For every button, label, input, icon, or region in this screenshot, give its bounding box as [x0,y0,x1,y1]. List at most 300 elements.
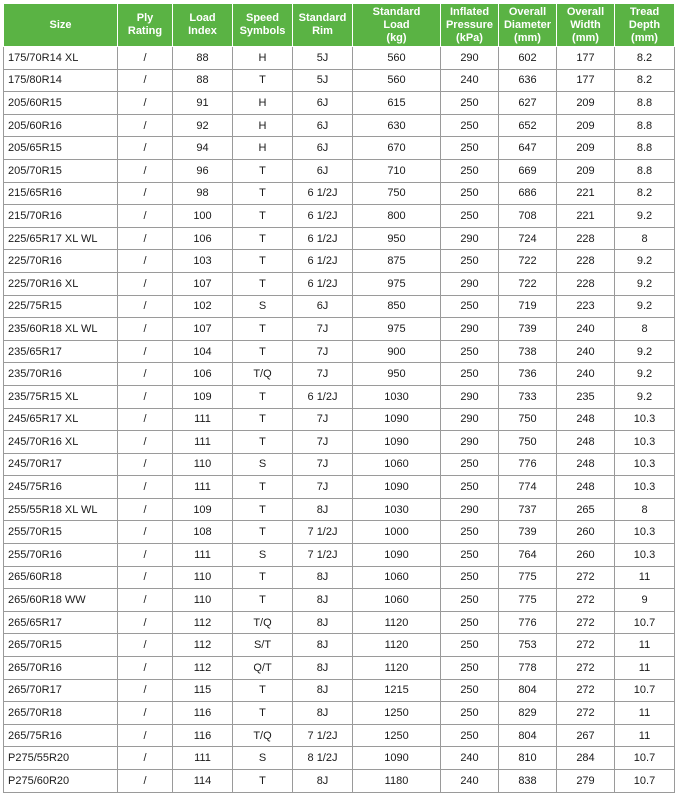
cell-standard-load: 950 [353,227,441,250]
cell-speed-symbols: T/Q [233,363,293,386]
table-row [4,702,675,725]
cell-standard-rim: 7J [293,453,353,476]
cell-overall-diameter: 686 [499,182,557,205]
cell-standard-load: 1120 [353,611,441,634]
cell-load-index: 116 [173,724,233,747]
cell-standard-rim: 6 1/2J [293,205,353,228]
cell-load-index: 103 [173,250,233,273]
cell-inflated-pressure: 250 [441,453,499,476]
cell-standard-load: 1120 [353,657,441,680]
cell-overall-width: 240 [557,363,615,386]
cell-size: 225/65R17 XL WL [4,227,118,250]
header-overall-width-line: Overall [566,5,605,18]
cell-standard-load: 560 [353,47,441,70]
header-standard-rim-line: Rim [312,25,333,37]
cell-size: 265/70R17 [4,679,118,702]
cell-ply-rating: / [118,702,173,725]
cell-overall-diameter: 737 [499,498,557,521]
cell-load-index: 91 [173,92,233,115]
cell-standard-rim: 7J [293,318,353,341]
cell-standard-load: 670 [353,137,441,160]
cell-tread-depth: 8.8 [615,92,675,115]
table-row [4,566,675,589]
table-row [4,250,675,273]
cell-load-index: 116 [173,702,233,725]
cell-ply-rating: / [118,340,173,363]
cell-standard-rim: 8J [293,657,353,680]
cell-standard-load: 1060 [353,566,441,589]
cell-inflated-pressure: 250 [441,566,499,589]
cell-overall-diameter: 722 [499,272,557,295]
cell-standard-rim: 8J [293,566,353,589]
header-inflated-pressure-line: (kPa) [456,31,483,44]
header-tread-depth-line: (mm) [631,31,658,44]
cell-standard-load: 1030 [353,498,441,521]
table-row [4,770,675,793]
header-speed-symbols-line: Speed [245,12,279,24]
table-row [4,340,675,363]
cell-overall-diameter: 750 [499,408,557,431]
cell-overall-diameter: 750 [499,431,557,454]
table-row [4,634,675,657]
cell-overall-width: 272 [557,589,615,612]
header-standard-load-line: Standard [372,5,421,18]
header-load-index [173,4,233,47]
cell-overall-width: 228 [557,250,615,273]
cell-tread-depth: 10.3 [615,453,675,476]
cell-load-index: 100 [173,205,233,228]
cell-ply-rating: / [118,498,173,521]
cell-inflated-pressure: 250 [441,634,499,657]
cell-tread-depth: 8.2 [615,47,675,70]
table-row [4,69,675,92]
cell-ply-rating: / [118,272,173,295]
header-standard-load-line: Load [383,18,410,31]
cell-load-index: 108 [173,521,233,544]
cell-speed-symbols: T [233,250,293,273]
header-ply-rating-line: Rating [127,25,163,37]
cell-tread-depth: 9.2 [615,295,675,318]
cell-overall-diameter: 627 [499,92,557,115]
cell-ply-rating: / [118,408,173,431]
cell-standard-rim: 7J [293,476,353,499]
cell-speed-symbols: S [233,544,293,567]
cell-overall-diameter: 775 [499,566,557,589]
cell-standard-load: 1030 [353,385,441,408]
cell-ply-rating: / [118,611,173,634]
cell-inflated-pressure: 290 [441,227,499,250]
cell-standard-rim: 7 1/2J [293,544,353,567]
cell-inflated-pressure: 250 [441,476,499,499]
cell-size: 235/70R16 [4,363,118,386]
cell-overall-width: 248 [557,476,615,499]
cell-inflated-pressure: 250 [441,250,499,273]
header-ply-rating [118,4,173,47]
cell-inflated-pressure: 240 [441,69,499,92]
cell-size: P275/60R20 [4,770,118,793]
cell-inflated-pressure: 250 [441,521,499,544]
cell-standard-load: 950 [353,363,441,386]
cell-standard-load: 800 [353,205,441,228]
cell-load-index: 92 [173,114,233,137]
cell-size: 205/60R15 [4,92,118,115]
cell-standard-load: 615 [353,92,441,115]
cell-tread-depth: 8 [615,318,675,341]
cell-overall-diameter: 724 [499,227,557,250]
cell-tread-depth: 8.2 [615,182,675,205]
table-row [4,408,675,431]
table-row [4,747,675,770]
cell-standard-load: 900 [353,340,441,363]
table-row [4,205,675,228]
cell-ply-rating: / [118,363,173,386]
cell-overall-width: 221 [557,205,615,228]
cell-speed-symbols: Q/T [233,657,293,680]
cell-load-index: 96 [173,159,233,182]
cell-standard-rim: 7J [293,408,353,431]
table-row [4,363,675,386]
cell-speed-symbols: T [233,589,293,612]
cell-overall-width: 209 [557,92,615,115]
cell-tread-depth: 8.2 [615,69,675,92]
cell-speed-symbols: S/T [233,634,293,657]
cell-tread-depth: 8.8 [615,159,675,182]
cell-load-index: 110 [173,566,233,589]
cell-tread-depth: 10.7 [615,770,675,793]
cell-overall-diameter: 636 [499,69,557,92]
cell-overall-diameter: 739 [499,521,557,544]
cell-inflated-pressure: 240 [441,747,499,770]
cell-size: P275/55R20 [4,747,118,770]
table-row [4,182,675,205]
cell-load-index: 111 [173,431,233,454]
cell-speed-symbols: T [233,227,293,250]
cell-speed-symbols: T [233,679,293,702]
cell-load-index: 115 [173,679,233,702]
cell-overall-width: 272 [557,679,615,702]
cell-tread-depth: 11 [615,634,675,657]
header-inflated-pressure-line: Inflated [449,5,490,18]
cell-inflated-pressure: 290 [441,47,499,70]
cell-size: 265/70R15 [4,634,118,657]
cell-overall-diameter: 764 [499,544,557,567]
cell-size: 265/75R16 [4,724,118,747]
header-speed-symbols-line: Symbols [239,25,286,37]
cell-size: 255/70R16 [4,544,118,567]
cell-load-index: 109 [173,385,233,408]
cell-standard-rim: 6J [293,295,353,318]
cell-ply-rating: / [118,250,173,273]
cell-tread-depth: 11 [615,657,675,680]
cell-load-index: 112 [173,657,233,680]
cell-overall-diameter: 778 [499,657,557,680]
cell-load-index: 88 [173,69,233,92]
header-load-index-line: Index [188,25,217,37]
cell-overall-width: 240 [557,340,615,363]
cell-standard-rim: 8 1/2J [293,747,353,770]
cell-ply-rating: / [118,544,173,567]
cell-standard-load: 1060 [353,589,441,612]
cell-speed-symbols: T [233,182,293,205]
cell-size: 175/80R14 [4,69,118,92]
cell-overall-diameter: 602 [499,47,557,70]
cell-standard-rim: 8J [293,770,353,793]
header-overall-diameter-line: Overall [508,5,547,18]
tire-spec-table-container [3,3,674,793]
cell-inflated-pressure: 290 [441,272,499,295]
cell-standard-rim: 6 1/2J [293,385,353,408]
cell-standard-load: 710 [353,159,441,182]
cell-ply-rating: / [118,566,173,589]
cell-tread-depth: 10.7 [615,747,675,770]
cell-overall-width: 272 [557,611,615,634]
cell-overall-diameter: 708 [499,205,557,228]
tire-spec-table [3,3,675,793]
header-inflated-pressure [441,4,499,47]
cell-overall-width: 284 [557,747,615,770]
cell-overall-diameter: 776 [499,611,557,634]
table-row [4,295,675,318]
table-row [4,724,675,747]
cell-ply-rating: / [118,47,173,70]
cell-speed-symbols: T [233,702,293,725]
cell-overall-diameter: 736 [499,363,557,386]
cell-ply-rating: / [118,431,173,454]
cell-standard-rim: 7J [293,363,353,386]
cell-standard-rim: 8J [293,702,353,725]
table-row [4,159,675,182]
cell-overall-diameter: 810 [499,747,557,770]
cell-ply-rating: / [118,137,173,160]
cell-inflated-pressure: 250 [441,657,499,680]
cell-overall-width: 177 [557,47,615,70]
cell-standard-load: 1090 [353,747,441,770]
cell-standard-load: 875 [353,250,441,273]
cell-standard-rim: 8J [293,589,353,612]
cell-standard-load: 1250 [353,724,441,747]
cell-ply-rating: / [118,69,173,92]
cell-standard-rim: 8J [293,679,353,702]
cell-inflated-pressure: 250 [441,589,499,612]
cell-inflated-pressure: 290 [441,431,499,454]
cell-inflated-pressure: 290 [441,385,499,408]
cell-overall-diameter: 739 [499,318,557,341]
cell-size: 265/70R16 [4,657,118,680]
cell-size: 265/65R17 [4,611,118,634]
cell-size: 255/55R18 XL WL [4,498,118,521]
cell-inflated-pressure: 290 [441,498,499,521]
cell-overall-diameter: 753 [499,634,557,657]
cell-size: 175/70R14 XL [4,47,118,70]
header-overall-diameter [499,4,557,47]
cell-load-index: 102 [173,295,233,318]
header-overall-diameter-line: Diameter [503,18,552,31]
cell-load-index: 110 [173,453,233,476]
cell-overall-diameter: 804 [499,724,557,747]
cell-standard-load: 1090 [353,544,441,567]
cell-speed-symbols: T [233,159,293,182]
cell-overall-width: 267 [557,724,615,747]
cell-size: 215/65R16 [4,182,118,205]
cell-inflated-pressure: 250 [441,544,499,567]
cell-overall-diameter: 669 [499,159,557,182]
cell-size: 205/60R16 [4,114,118,137]
cell-size: 255/70R15 [4,521,118,544]
cell-overall-width: 209 [557,137,615,160]
cell-overall-width: 248 [557,453,615,476]
cell-ply-rating: / [118,724,173,747]
cell-ply-rating: / [118,521,173,544]
cell-load-index: 94 [173,137,233,160]
header-standard-rim-line: Standard [298,12,347,24]
cell-size: 205/70R15 [4,159,118,182]
cell-tread-depth: 11 [615,702,675,725]
table-body [4,47,675,793]
cell-inflated-pressure: 250 [441,182,499,205]
cell-standard-rim: 6J [293,137,353,160]
cell-tread-depth: 8.8 [615,114,675,137]
cell-overall-width: 177 [557,69,615,92]
header-tread-depth [615,4,675,47]
cell-inflated-pressure: 290 [441,408,499,431]
table-header-row [4,4,675,47]
cell-standard-rim: 6 1/2J [293,250,353,273]
header-overall-width [557,4,615,47]
cell-size: 225/75R15 [4,295,118,318]
cell-speed-symbols: T [233,770,293,793]
cell-speed-symbols: S [233,453,293,476]
cell-size: 265/60R18 [4,566,118,589]
cell-size: 225/70R16 XL [4,272,118,295]
cell-speed-symbols: T [233,408,293,431]
cell-standard-load: 1250 [353,702,441,725]
header-ply-rating-line: Ply [136,12,154,24]
table-row [4,227,675,250]
cell-tread-depth: 10.3 [615,521,675,544]
cell-overall-diameter: 733 [499,385,557,408]
cell-inflated-pressure: 250 [441,702,499,725]
cell-overall-width: 260 [557,544,615,567]
table-row [4,114,675,137]
cell-overall-width: 209 [557,114,615,137]
cell-ply-rating: / [118,634,173,657]
header-overall-width-line: (mm) [572,31,599,44]
cell-overall-width: 260 [557,521,615,544]
cell-tread-depth: 9 [615,589,675,612]
cell-inflated-pressure: 250 [441,159,499,182]
cell-inflated-pressure: 250 [441,205,499,228]
cell-load-index: 111 [173,408,233,431]
header-standard-load-line: (kg) [386,31,407,44]
cell-tread-depth: 10.3 [615,431,675,454]
cell-ply-rating: / [118,205,173,228]
cell-ply-rating: / [118,295,173,318]
cell-tread-depth: 10.3 [615,476,675,499]
cell-inflated-pressure: 250 [441,114,499,137]
header-inflated-pressure-line: Pressure [445,18,494,31]
cell-ply-rating: / [118,114,173,137]
table-row [4,521,675,544]
cell-size: 225/70R16 [4,250,118,273]
cell-ply-rating: / [118,92,173,115]
cell-load-index: 88 [173,47,233,70]
cell-ply-rating: / [118,657,173,680]
cell-tread-depth: 10.3 [615,408,675,431]
cell-tread-depth: 9.2 [615,205,675,228]
header-load-index-line: Load [189,12,216,24]
cell-overall-diameter: 719 [499,295,557,318]
cell-speed-symbols: T [233,566,293,589]
cell-tread-depth: 10.7 [615,679,675,702]
cell-overall-diameter: 774 [499,476,557,499]
cell-load-index: 109 [173,498,233,521]
cell-standard-load: 560 [353,69,441,92]
cell-speed-symbols: H [233,114,293,137]
cell-inflated-pressure: 250 [441,724,499,747]
cell-size: 205/65R15 [4,137,118,160]
header-overall-width-line: Width [570,18,601,31]
cell-overall-width: 272 [557,657,615,680]
cell-tread-depth: 8.8 [615,137,675,160]
cell-overall-width: 209 [557,159,615,182]
cell-standard-rim: 5J [293,69,353,92]
cell-load-index: 106 [173,363,233,386]
table-row [4,657,675,680]
cell-size: 265/70R18 [4,702,118,725]
cell-speed-symbols: S [233,747,293,770]
cell-standard-load: 1060 [353,453,441,476]
cell-speed-symbols: T/Q [233,724,293,747]
cell-inflated-pressure: 250 [441,92,499,115]
cell-overall-diameter: 652 [499,114,557,137]
table-row [4,679,675,702]
cell-load-index: 112 [173,611,233,634]
cell-standard-rim: 6 1/2J [293,182,353,205]
cell-load-index: 111 [173,476,233,499]
cell-load-index: 112 [173,634,233,657]
cell-tread-depth: 8 [615,498,675,521]
cell-standard-rim: 5J [293,47,353,70]
cell-size: 215/70R16 [4,205,118,228]
cell-overall-width: 248 [557,408,615,431]
cell-speed-symbols: T [233,476,293,499]
cell-tread-depth: 9.2 [615,272,675,295]
cell-ply-rating: / [118,385,173,408]
cell-speed-symbols: T/Q [233,611,293,634]
cell-standard-rim: 8J [293,611,353,634]
cell-speed-symbols: H [233,137,293,160]
cell-load-index: 98 [173,182,233,205]
cell-tread-depth: 11 [615,724,675,747]
cell-standard-load: 630 [353,114,441,137]
cell-size: 235/65R17 [4,340,118,363]
cell-ply-rating: / [118,227,173,250]
table-row [4,92,675,115]
cell-overall-diameter: 829 [499,702,557,725]
cell-speed-symbols: T [233,385,293,408]
table-row [4,272,675,295]
header-tread-depth-line: Tread [629,5,660,18]
cell-speed-symbols: T [233,431,293,454]
cell-standard-rim: 7 1/2J [293,521,353,544]
cell-tread-depth: 9.2 [615,385,675,408]
cell-load-index: 111 [173,747,233,770]
cell-speed-symbols: S [233,295,293,318]
cell-standard-rim: 7J [293,431,353,454]
cell-speed-symbols: T [233,521,293,544]
cell-standard-load: 975 [353,272,441,295]
cell-ply-rating: / [118,159,173,182]
